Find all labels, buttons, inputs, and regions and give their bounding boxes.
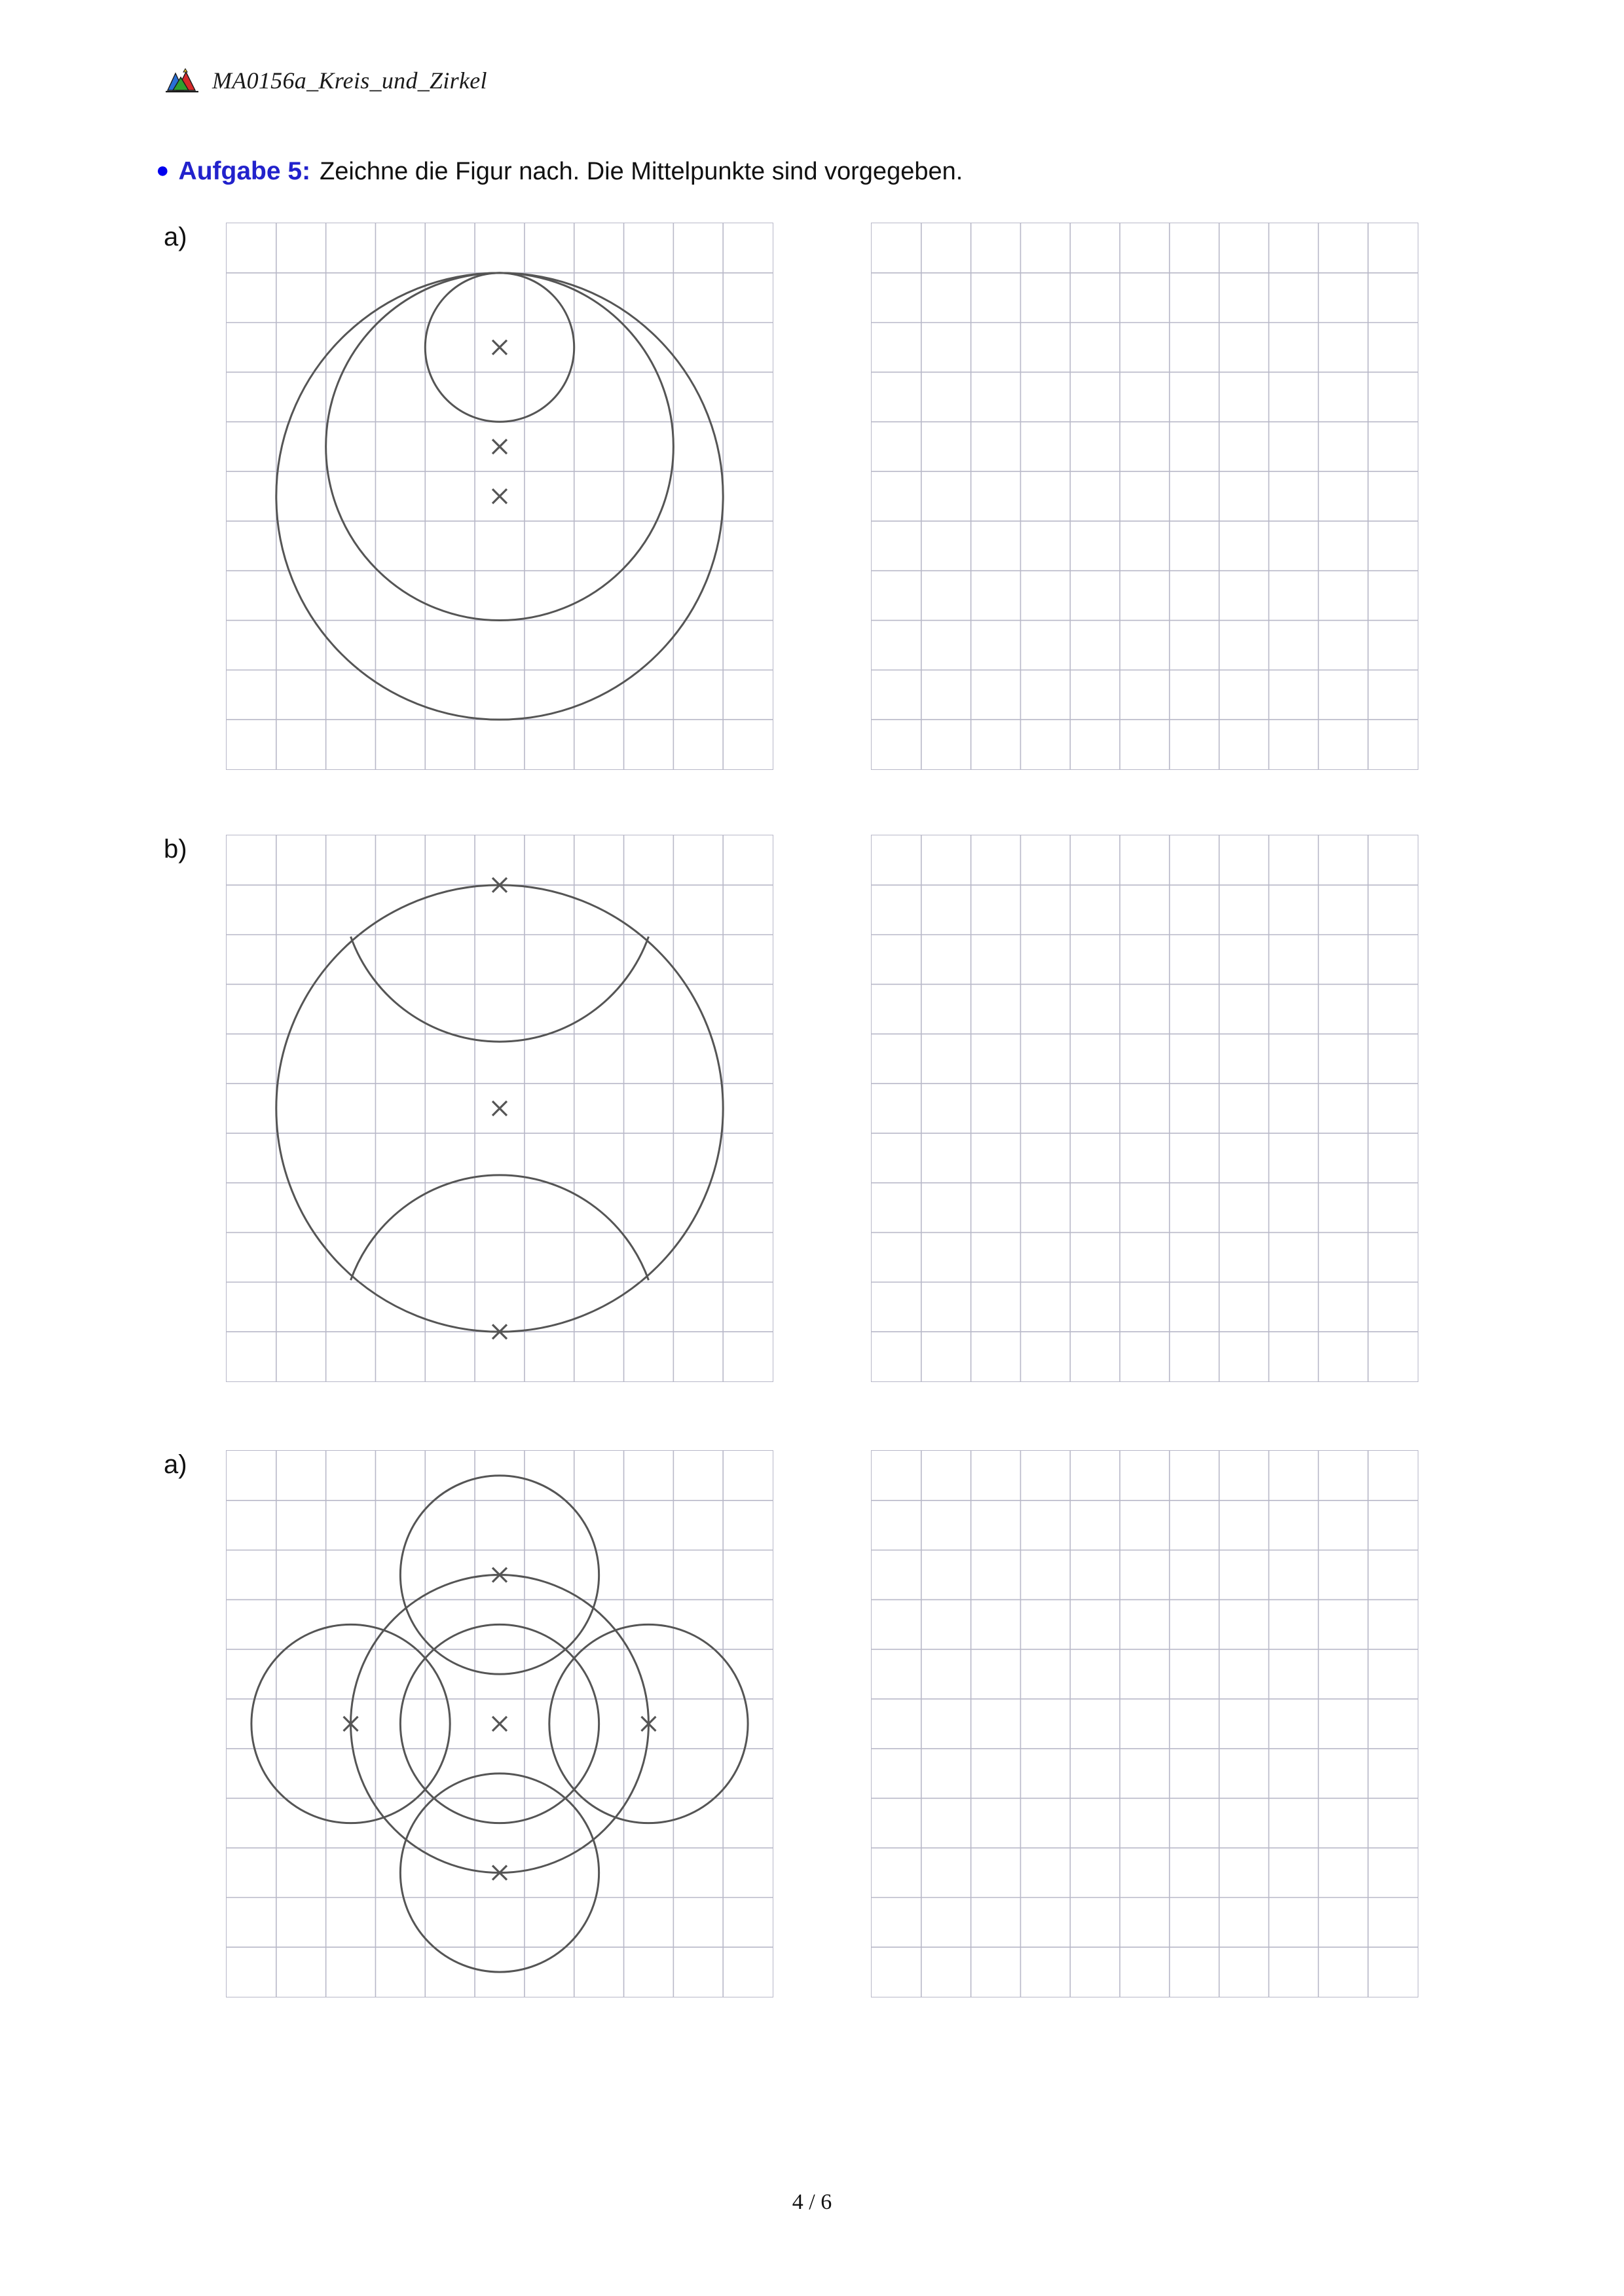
document-title: MA0156a_Kreis_und_Zirkel [212,67,487,94]
mountain-logo-icon [164,65,200,96]
page-footer [0,2190,1624,2215]
figure-grid-b [226,835,773,1382]
exercise-label-a2: a) [164,1450,187,1479]
figure-grid-a2 [226,1450,773,1997]
task-heading [156,157,963,186]
answer-grid-a2[interactable] [871,1450,1418,1997]
task-instruction: Zeichne die Figur nach. Die Mittelpunkte sind vorgegeben. [320,158,963,185]
page-number: 4 / 6 [792,2190,832,2214]
bullet-icon: ● [156,158,170,183]
grid-lines [872,223,1418,769]
figure-a1 [227,223,773,769]
document-header [164,65,487,96]
grid-lines [872,835,1418,1381]
task-label: Aufgabe 5: [178,157,311,185]
figure-grid-a1 [226,223,773,770]
figure-a2 [227,1451,773,1997]
exercise-label-b: b) [164,835,187,864]
answer-grid-b[interactable] [871,835,1418,1382]
grid-lines [872,1451,1418,1997]
figure-b [227,835,773,1381]
answer-grid-a1[interactable] [871,223,1418,770]
exercise-label-a1: a) [164,223,187,251]
